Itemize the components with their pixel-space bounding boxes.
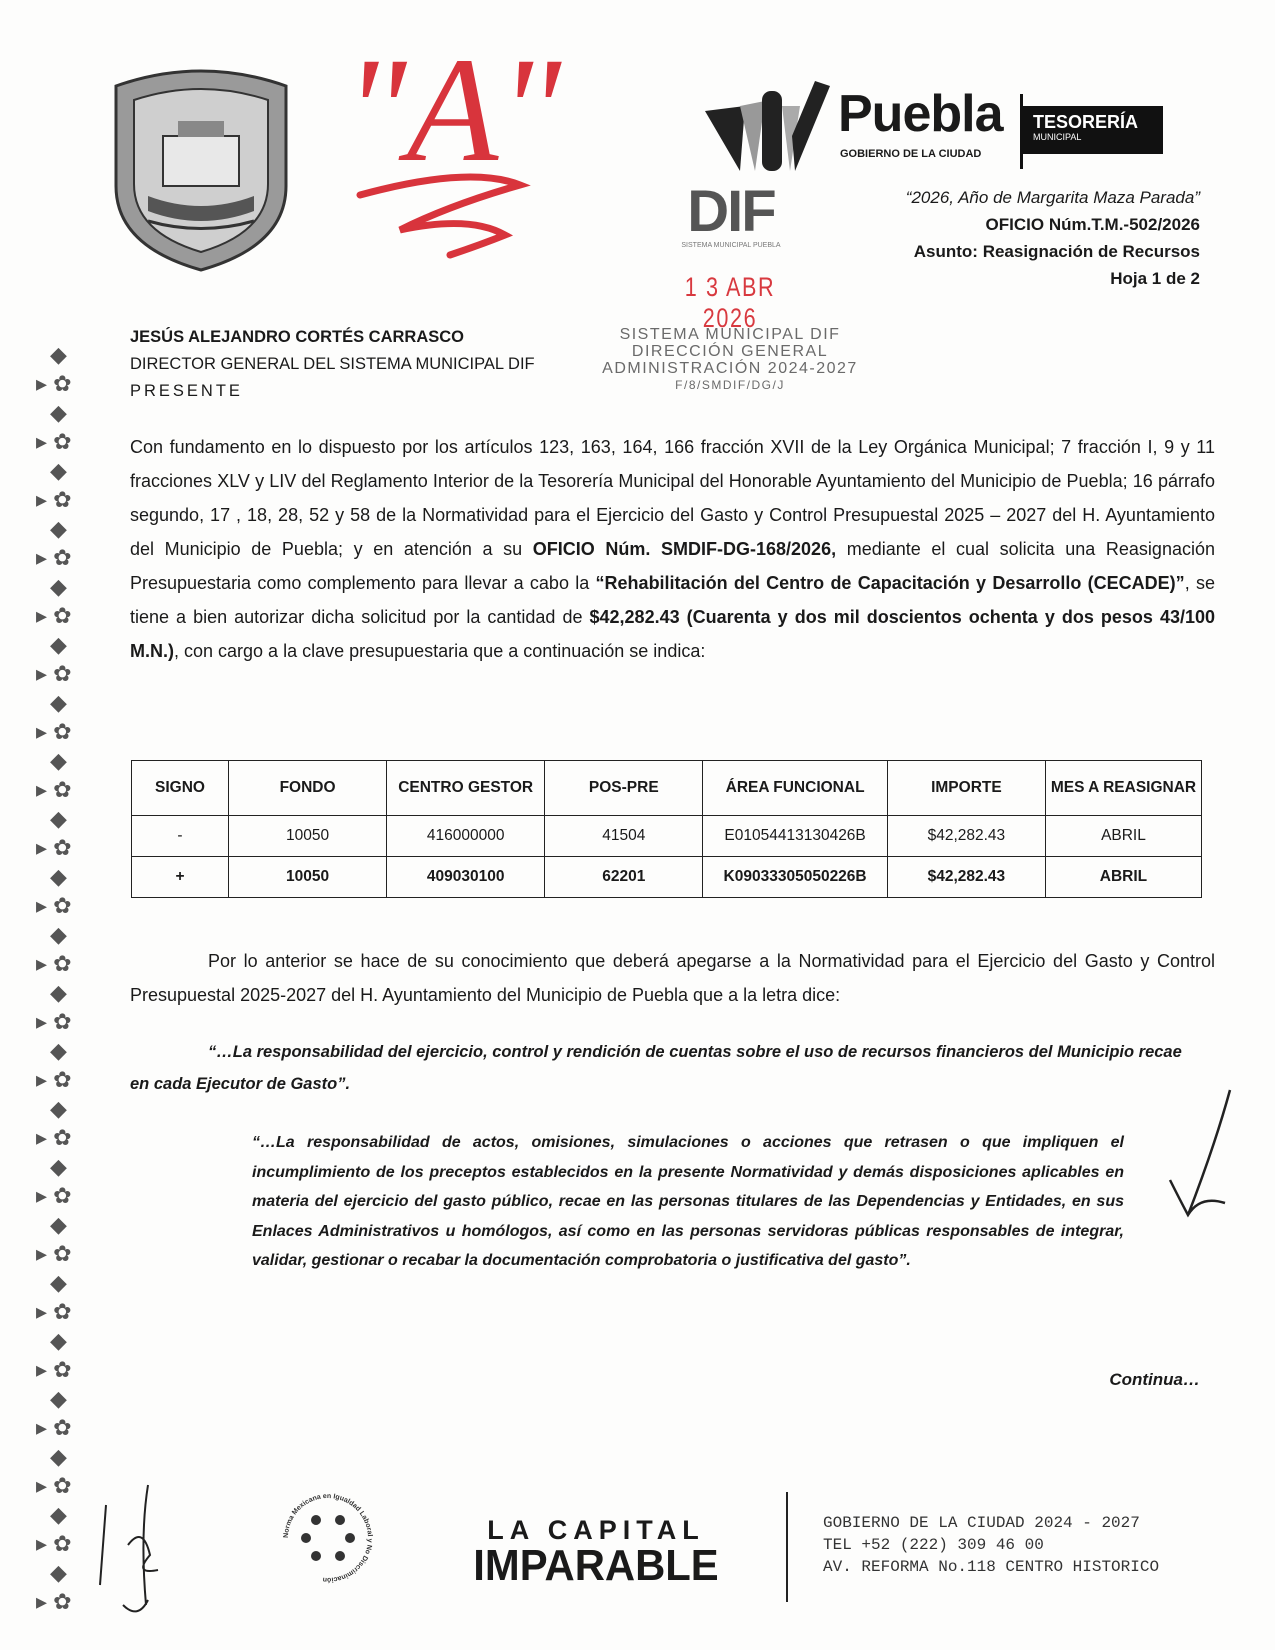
continues-label: Continua…	[1109, 1370, 1200, 1389]
table-cell: 62201	[545, 857, 703, 898]
diamond-ornament-icon: ◆	[50, 516, 67, 541]
oficio-reference: OFICIO Núm. SMDIF-DG-168/2026,	[532, 539, 837, 559]
body-paragraph-1	[130, 430, 1215, 668]
table-cell: ABRIL	[1045, 857, 1201, 898]
flower-ornament-icon: ▸ ✿	[36, 719, 72, 744]
quote-1: “…La responsabilidad del ejercicio, control y rendición de cuentas sobre el uso de recursos financieros del Municipio recae en cada Ejecutor de Gasto”.	[130, 1043, 1182, 1093]
year-motto: “2026, Año de Margarita Maza Parada”	[905, 188, 1200, 207]
table-cell: 10050	[228, 857, 386, 898]
capital-line-2: IMPARABLE	[473, 1541, 719, 1590]
diamond-ornament-icon: ◆	[50, 922, 67, 947]
municipal-text: MUNICIPAL	[1033, 132, 1082, 142]
equality-norm-emblem	[278, 1488, 378, 1588]
subject: Asunto: Reasignación de Recursos	[913, 242, 1200, 261]
column-header: POS-PRE	[545, 761, 703, 816]
flower-ornament-icon: ▸ ✿	[36, 1357, 72, 1382]
flower-ornament-icon: ▸ ✿	[36, 429, 72, 454]
table-cell: $42,282.43	[887, 857, 1045, 898]
addressee-name: JESÚS ALEJANDRO CORTÉS CARRASCO	[130, 328, 465, 346]
capital-line-1: LA CAPITAL	[487, 1515, 705, 1545]
flower-ornament-icon: ▸ ✿	[36, 661, 72, 686]
table-cell: -	[132, 816, 229, 857]
column-header: FONDO	[228, 761, 386, 816]
emblem-circular-text: Norma Mexicana en Igualdad Laboral y No Discriminación	[282, 1492, 374, 1584]
diamond-ornament-icon: ◆	[50, 1270, 67, 1295]
initial-signature	[1160, 1085, 1240, 1235]
diamond-ornament-icon: ◆	[50, 864, 67, 889]
footer-phone: TEL +52 (222) 309 46 00	[823, 1536, 1044, 1554]
table-cell: $42,282.43	[887, 816, 1045, 857]
diamond-ornament-icon: ◆	[50, 980, 67, 1005]
flower-ornament-icon: ▸ ✿	[36, 951, 72, 976]
column-header: IMPORTE	[887, 761, 1045, 816]
quote-2: “…La responsabilidad de actos, omisiones, simulaciones o acciones que retrasen o que impliquen el incumplimiento de los preceptos establecidos en la presente Normatividad y demás disposiciones aplicables en materia del ejercicio del gasto público, recae en las personas titulares de las Dependencias y Entidades, en sus Enlaces Administrativos u homólogos, así como en las personas servidoras públicas responsables de integrar, validar, gestionar o recabar la documentación comprobatoria o justificativa del gasto”.	[252, 1134, 1124, 1269]
table-header-row	[132, 761, 1202, 816]
footer-divider	[786, 1492, 788, 1602]
dif-logo-sub: SISTEMA MUNICIPAL PUEBLA	[681, 242, 781, 249]
tesoreria-text: TESORERÍA	[1033, 112, 1139, 132]
column-header: SIGNO	[132, 761, 229, 816]
stamp-line: F/8/SMDIF/DG/J	[675, 378, 785, 392]
table-cell: ABRIL	[1045, 816, 1201, 857]
flower-ornament-icon: ▸ ✿	[36, 603, 72, 628]
diamond-ornament-icon: ◆	[50, 1444, 67, 1469]
puebla-logo-sub: GOBIERNO DE LA CIUDAD	[840, 148, 982, 160]
flower-ornament-icon: ▸ ✿	[36, 1473, 72, 1498]
stamp-line: ADMINISTRACIÓN 2024-2027	[602, 360, 858, 377]
flower-ornament-icon: ▸ ✿	[36, 893, 72, 918]
oficio-number: OFICIO Núm.T.M.-502/2026	[985, 215, 1200, 234]
text: , se tiene a bien autorizar dicha solicitud por la cantidad de	[130, 573, 1215, 627]
project-name: “Rehabilitación del Centro de Capacitación y Desarrollo (CECADE)”	[595, 573, 1185, 593]
stamp-line: DIRECCIÓN GENERAL	[631, 343, 829, 360]
diamond-ornament-icon: ◆	[50, 1154, 67, 1179]
diamond-ornament-icon: ◆	[50, 342, 67, 367]
addressee-title: DIRECTOR GENERAL DEL SISTEMA MUNICIPAL DIF	[130, 355, 535, 373]
puebla-logo-text: Puebla	[838, 85, 1003, 143]
flower-ornament-icon: ▸ ✿	[36, 1531, 72, 1556]
table-cell: 409030100	[387, 857, 545, 898]
document-header-info	[906, 184, 1200, 292]
dif-logo-text: DIF	[687, 179, 775, 244]
table-cell: +	[132, 857, 229, 898]
flower-ornament-icon: ▸ ✿	[36, 1241, 72, 1266]
dif-logo	[660, 179, 802, 262]
flower-ornament-icon: ▸ ✿	[36, 1415, 72, 1440]
table-row	[132, 816, 1202, 857]
page-indicator: Hoja 1 de 2	[1110, 269, 1200, 288]
flower-ornament-icon: ▸ ✿	[36, 1299, 72, 1324]
table-row	[132, 857, 1202, 898]
flower-ornament-icon: ▸ ✿	[36, 545, 72, 570]
diamond-ornament-icon: ◆	[50, 458, 67, 483]
flower-ornament-icon: ▸ ✿	[36, 487, 72, 512]
flower-ornament-icon: ▸ ✿	[36, 1067, 72, 1092]
column-header: ÁREA FUNCIONAL	[703, 761, 887, 816]
diamond-ornament-icon: ◆	[50, 1386, 67, 1411]
red-handwritten-a-mark: "A"	[343, 27, 562, 193]
diamond-ornament-icon: ◆	[50, 1502, 67, 1527]
table-cell: 10050	[228, 816, 386, 857]
flower-ornament-icon: ▸ ✿	[36, 1009, 72, 1034]
received-date-stamp: 1 3 ABR 2026	[684, 272, 776, 333]
column-header: MES A REASIGNAR	[1045, 761, 1201, 816]
svg-text:Norma Mexicana en Igualdad Lab	[283, 1493, 373, 1583]
diamond-ornament-icon: ◆	[50, 1212, 67, 1237]
table-cell: E01054413130426B	[703, 816, 887, 857]
diamond-ornament-icon: ◆	[50, 806, 67, 831]
left-signature	[88, 1475, 178, 1625]
decorative-border	[36, 340, 92, 1625]
text: mediante el cual solicita una Reasignación Presupuestaria como complemento para llevar a cabo la	[130, 539, 1215, 593]
diamond-ornament-icon: ◆	[50, 1560, 67, 1585]
text: , con cargo a la clave presupuestaria que a continuación se indica:	[174, 641, 706, 661]
footer-street: AV. REFORMA No.118 CENTRO HISTORICO	[823, 1558, 1160, 1576]
footer-address	[823, 1512, 1163, 1638]
table-cell: K09033305050226B	[703, 857, 887, 898]
table-cell: 41504	[545, 816, 703, 857]
diamond-ornament-icon: ◆	[50, 690, 67, 715]
stamp-line: SISTEMA MUNICIPAL DIF	[619, 326, 841, 343]
flower-ornament-icon: ▸ ✿	[36, 1183, 72, 1208]
amount: $42,282.43 (Cuarenta y dos mil doscientos ochenta y dos pesos 43/100 M.N.)	[130, 607, 1215, 661]
flower-ornament-icon: ▸ ✿	[36, 371, 72, 396]
la-capital-imparable-logo	[436, 1515, 756, 1590]
diamond-ornament-icon: ◆	[50, 574, 67, 599]
footer-gov: GOBIERNO DE LA CIUDAD 2024 - 2027	[823, 1514, 1140, 1532]
municipal-seal-logo	[108, 66, 294, 272]
flower-ornament-icon: ▸ ✿	[36, 1589, 72, 1614]
diamond-ornament-icon: ◆	[50, 1328, 67, 1353]
flower-ornament-icon: ▸ ✿	[36, 1125, 72, 1150]
budget-table	[131, 760, 1202, 898]
diamond-ornament-icon: ◆	[50, 748, 67, 773]
flower-ornament-icon: ▸ ✿	[36, 835, 72, 860]
diamond-ornament-icon: ◆	[50, 1096, 67, 1121]
text: Con fundamento en lo dispuesto por los artículos 123, 163, 164, 166 fracción XVII de la Ley Orgánica Municipal; 7 fracción I, 9 y 11 fracciones XLV y LIV del Reglamento Interior de la Tesorería Municipal del Honorable Ayuntamiento del Municipio de Puebla; 16 párrafo segundo, 17 , 18, 28, 52 y 58 de la Normatividad para el Ejercicio del Gasto y Control Presupuestal 2025 – 2027 del H. Ayuntamiento del Municipio de Puebla; y en atención a su	[130, 437, 1215, 559]
presente-label: PRESENTE	[130, 382, 243, 400]
reception-stamp	[590, 326, 870, 394]
column-header: CENTRO GESTOR	[387, 761, 545, 816]
puebla-tesoreria-logo	[700, 76, 1165, 176]
addressee-block	[130, 324, 535, 405]
table-cell: 416000000	[387, 816, 545, 857]
diamond-ornament-icon: ◆	[50, 400, 67, 425]
puebla-emblem-icon	[700, 76, 835, 176]
diamond-ornament-icon: ◆	[50, 1038, 67, 1063]
body-paragraph-2: Por lo anterior se hace de su conocimiento que deberá apegarse a la Normatividad para el Ejercicio del Gasto y Control Presupuestal 2025-2027 del H. Ayuntamiento del Municipio de Puebla que a la letra dice:	[130, 951, 1215, 1005]
flower-ornament-icon: ▸ ✿	[36, 777, 72, 802]
diamond-ornament-icon: ◆	[50, 632, 67, 657]
